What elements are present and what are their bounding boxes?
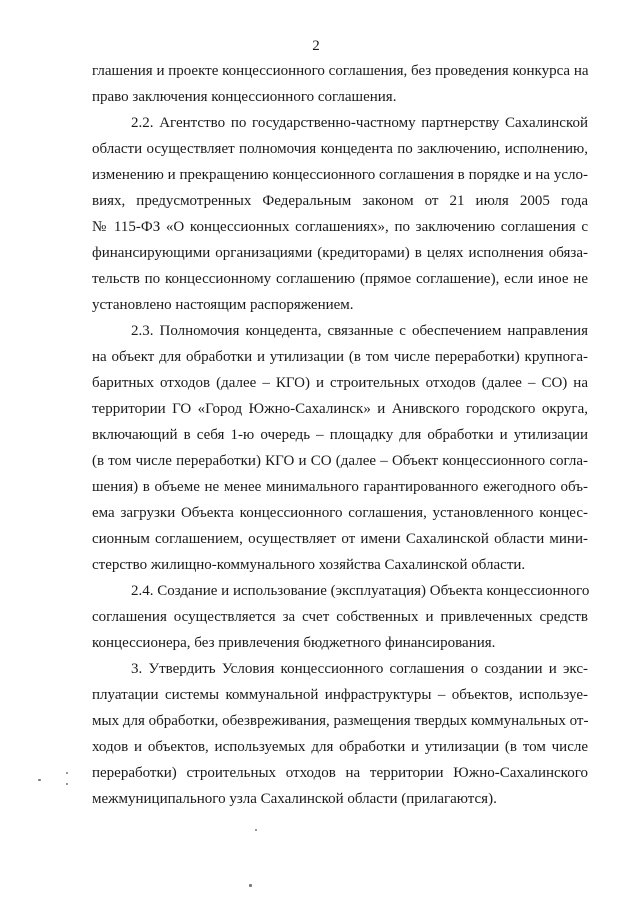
text-line: изменению и прекращению концессионного соглашения в порядке и на усло- (92, 167, 588, 183)
text-line: баритных отходов (далее – КГО) и строительных отходов (далее – СО) на (92, 375, 588, 391)
text-line: установлено настоящим распоряжением. (92, 297, 354, 313)
text-line: мых для обработки, обезвреживания, размещения твердых коммунальных от- (92, 713, 589, 729)
text-line: ходов и объектов, используемых для обработки и утилизации (в том числе (92, 739, 588, 755)
text-line: межмуниципального узла Сахалинской области (прилагаются). (92, 791, 497, 807)
text-line: тельств по концессионному соглашению (прямое соглашение), если иное не (92, 271, 588, 287)
text-line: (в том числе переработки) КГО и СО (далее – Объект концессионного согла- (92, 453, 588, 469)
text-line: области осуществляет полномочия концедента по заключению, исполнению, (92, 141, 588, 157)
scan-speck (66, 783, 68, 785)
text-line: включающий в себя 1-ю очередь – площадку для обработки и утилизации (92, 427, 588, 443)
text-line: глашения и проекте концессионного соглашения, без проведения конкурса на (92, 63, 589, 79)
text-line: плуатации системы коммунальной инфраструктуры – объектов, используе- (92, 687, 588, 703)
text-line: право заключения концессионного соглашения. (92, 89, 397, 105)
scan-speck (249, 884, 252, 887)
text-line: виях, предусмотренных Федеральным законом от 21 июля 2005 года (92, 193, 588, 209)
text-line: стерство жилищно-коммунального хозяйства Сахалинской области. (92, 557, 526, 573)
text-line: на объект для обработки и утилизации (в том числе переработки) крупнога- (92, 349, 588, 365)
text-line: финансирующими организациями (кредиторами) в целях исполнения обяза- (92, 245, 588, 261)
scan-speck (38, 779, 41, 781)
text-line: соглашения осуществляется за счет собственных и привлеченных средств (92, 609, 588, 625)
paragraph-start-line: 3. Утвердить Условия концессионного соглашения о создании и экс- (131, 661, 588, 677)
scan-speck (255, 829, 257, 831)
scan-speck (66, 772, 68, 774)
text-line: сионным соглашением, осуществляет от имени Сахалинской области мини- (92, 531, 588, 547)
text-line: ема загрузки Объекта концессионного соглашения, установленного концес- (92, 505, 588, 521)
paragraph-start-line: 2.3. Полномочия концедента, связанные с обеспечением направления (131, 323, 588, 339)
text-line: шения) в объеме не менее минимального гарантированного ежегодного объ- (92, 479, 588, 495)
text-line: территории ГО «Город Южно-Сахалинск» и Анивского городского округа, (92, 401, 588, 417)
paragraph-start-line: 2.4. Создание и использование (эксплуатация) Объекта концессионного (131, 583, 590, 599)
text-line: № 115-ФЗ «О концессионных соглашениях», по заключению соглашения с (92, 219, 588, 235)
page-number: 2 (312, 38, 320, 54)
paragraph-start-line: 2.2. Агентство по государственно-частному партнерству Сахалинской (131, 115, 588, 131)
text-line: переработки) строительных отходов на территории Южно-Сахалинского (92, 765, 588, 781)
text-line: концессионера, без привлечения бюджетного финансирования. (92, 635, 496, 651)
